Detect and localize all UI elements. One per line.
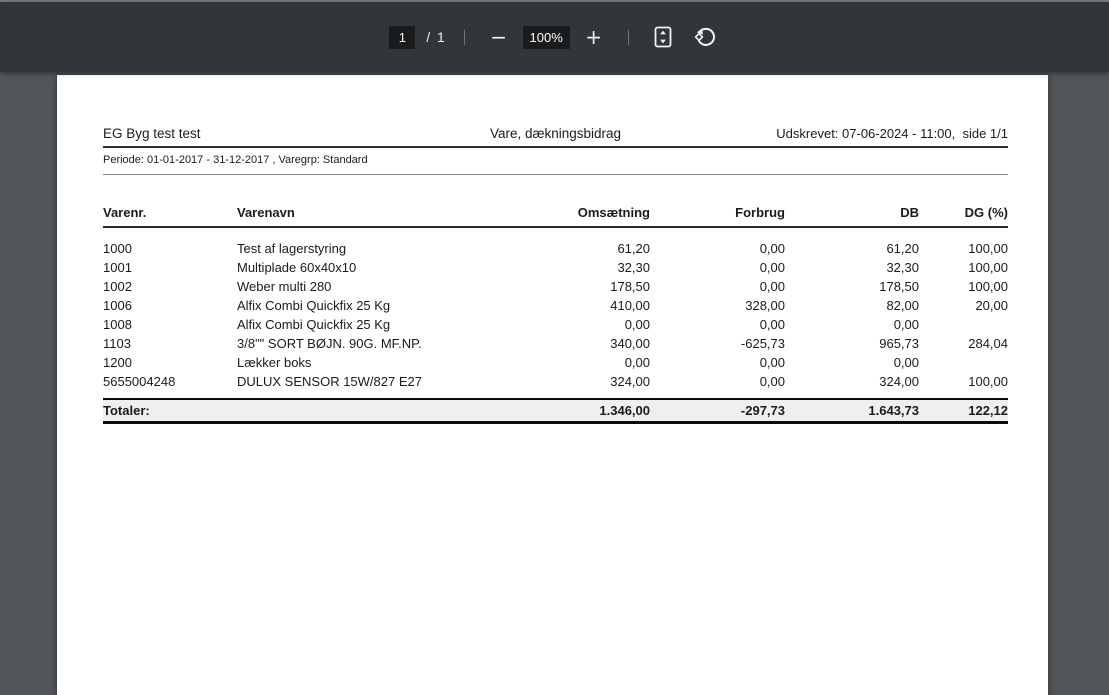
table-cell: 32,30 xyxy=(886,260,919,275)
table-cell: 20,00 xyxy=(975,298,1008,313)
report-company: EG Byg test test xyxy=(103,126,201,141)
table-cell: 0,00 xyxy=(624,317,650,332)
table-cell: 100,00 xyxy=(968,260,1008,275)
table-row xyxy=(103,258,1008,277)
report-header xyxy=(103,126,1008,148)
table-cell: 0,00 xyxy=(759,317,785,332)
table-cell: 100,00 xyxy=(968,374,1008,389)
totals-value: -297,73 xyxy=(650,399,785,423)
zoom-level-input[interactable] xyxy=(523,26,570,49)
table-cell: 0,00 xyxy=(759,279,785,294)
zoom-in-button[interactable] xyxy=(579,22,609,52)
table-cell: Alfix Combi Quickfix 25 Kg xyxy=(237,317,391,332)
zoom-in-icon: + xyxy=(585,25,603,49)
table-cell: 1000 xyxy=(103,241,132,256)
report-printed-timestamp: Udskrevet: 07-06-2024 - 11:00, side 1/1 xyxy=(776,126,1009,141)
table-cell: 324,00 xyxy=(879,374,919,389)
column-header: Omsætning xyxy=(470,205,650,227)
table-cell: 0,00 xyxy=(893,355,919,370)
toolbar-divider xyxy=(628,30,629,45)
table-cell: 178,50 xyxy=(610,279,650,294)
table-row xyxy=(103,315,1008,334)
table-cell: 1103 xyxy=(103,336,131,351)
column-header: DG (%) xyxy=(919,205,1008,227)
table-row xyxy=(103,334,1008,353)
totals-value: 1.643,73 xyxy=(785,399,919,423)
table-body xyxy=(103,227,1008,399)
table-cell: 100,00 xyxy=(968,279,1008,294)
zoom-out-icon: − xyxy=(490,25,508,49)
zoom-out-button[interactable] xyxy=(484,22,514,52)
page-separator: / xyxy=(426,29,431,45)
table-cell: 0,00 xyxy=(624,355,650,370)
pdf-toolbar xyxy=(0,2,1109,72)
rotate-button[interactable] xyxy=(690,22,720,52)
table-cell: 1001 xyxy=(103,260,132,275)
table-cell: 3/8"" SORT BØJN. 90G. MF.NP. xyxy=(237,336,422,351)
table-cell: DULUX SENSOR 15W/827 E27 xyxy=(237,374,422,389)
table-cell: 1200 xyxy=(103,355,132,370)
table-cell: 1002 xyxy=(103,279,132,294)
page-number-input[interactable] xyxy=(389,26,415,49)
totals-label: Totaler: xyxy=(103,399,470,423)
document-page xyxy=(57,75,1048,695)
table-cell: 410,00 xyxy=(610,298,650,313)
table-cell: Alfix Combi Quickfix 25 Kg xyxy=(237,298,391,313)
table-cell: 328,00 xyxy=(745,298,785,313)
toolbar-divider xyxy=(464,30,465,45)
page-count: 1 xyxy=(437,29,445,45)
table-header-row xyxy=(103,205,1008,227)
toolbar-controls xyxy=(389,22,719,52)
table-cell: 0,00 xyxy=(759,355,785,370)
table-cell: 82,00 xyxy=(886,298,919,313)
table-cell: 0,00 xyxy=(759,374,785,389)
table-row xyxy=(103,372,1008,399)
column-header: DB xyxy=(785,205,919,227)
table-cell xyxy=(919,353,1008,372)
table-row xyxy=(103,296,1008,315)
table-cell: 61,20 xyxy=(886,241,919,256)
table-cell: 5655004248 xyxy=(103,374,176,389)
table-cell: Multiplade 60x40x10 xyxy=(237,260,357,275)
table-row xyxy=(103,353,1008,372)
totals-row xyxy=(103,399,1008,423)
fit-to-page-icon xyxy=(651,25,675,49)
column-header: Forbrug xyxy=(650,205,785,227)
report-period-line: Periode: 01-01-2017 - 31-12-2017 , Varegrp: Standard xyxy=(103,148,1008,175)
report-title: Vare, dækningsbidrag xyxy=(489,126,622,141)
rotate-counterclockwise-icon xyxy=(693,25,717,49)
table-cell: 32,30 xyxy=(617,260,650,275)
column-header: Varenavn xyxy=(237,205,470,227)
table-cell: 61,20 xyxy=(617,241,650,256)
table-cell: Weber multi 280 xyxy=(237,279,332,294)
table-cell xyxy=(919,315,1008,334)
table-cell: 0,00 xyxy=(893,317,919,332)
table-cell: 340,00 xyxy=(610,336,650,351)
table-cell: 965,73 xyxy=(879,336,919,351)
totals-value: 1.346,00 xyxy=(470,399,650,423)
report-table xyxy=(103,205,1008,424)
fit-to-page-button[interactable] xyxy=(648,22,678,52)
table-cell: 324,00 xyxy=(610,374,650,389)
column-header: Varenr. xyxy=(103,205,237,227)
table-cell: 100,00 xyxy=(968,241,1008,256)
table-cell: 284,04 xyxy=(968,336,1008,351)
table-cell: 1008 xyxy=(103,317,132,332)
table-cell: 0,00 xyxy=(759,241,785,256)
table-cell: Test af lagerstyring xyxy=(237,241,347,256)
table-row xyxy=(103,277,1008,296)
table-row xyxy=(103,227,1008,258)
table-cell: Lækker boks xyxy=(237,355,312,370)
table-cell: -625,73 xyxy=(740,336,785,351)
table-cell: 178,50 xyxy=(879,279,919,294)
viewer-background[interactable] xyxy=(0,72,1109,444)
table-cell: 1006 xyxy=(103,298,132,313)
table-cell: 0,00 xyxy=(759,260,785,275)
totals-value: 122,12 xyxy=(919,399,1008,423)
